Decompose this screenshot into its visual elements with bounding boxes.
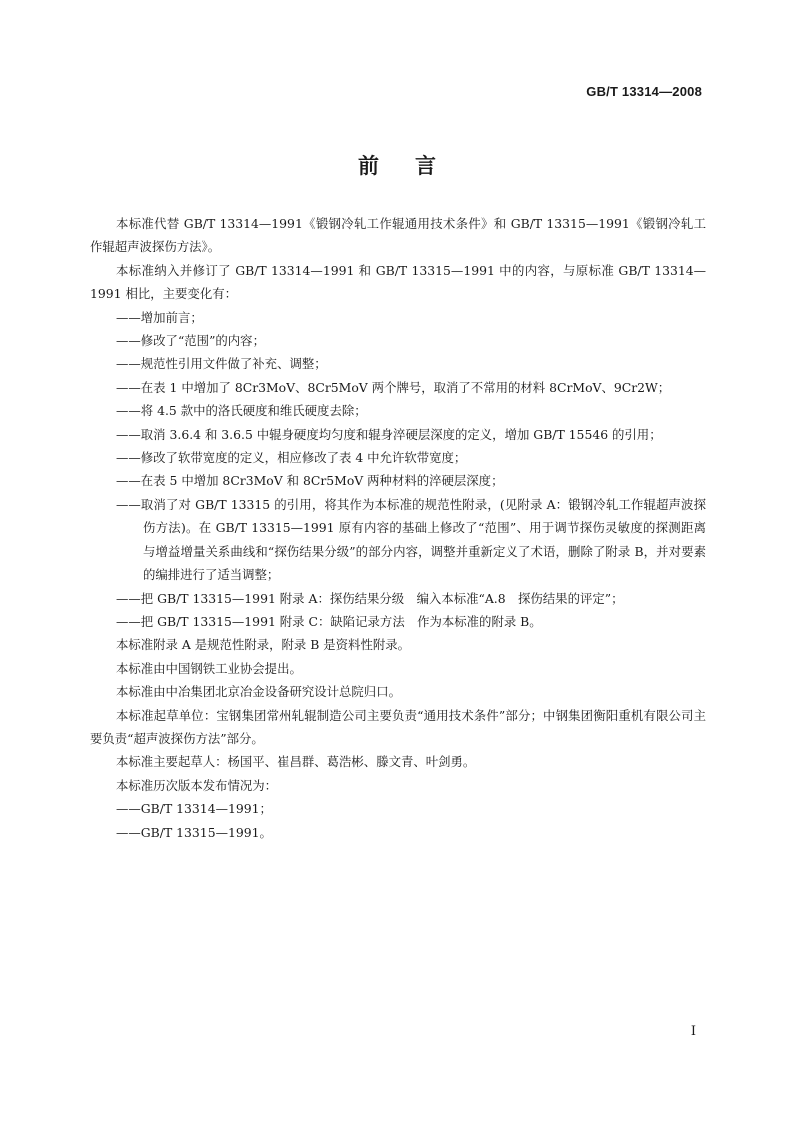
body-paragraph: 本标准起草单位：宝钢集团常州轧辊制造公司主要负责“通用技术条件”部分；中钢集团衡阳重机有限公司主要负责“超声波探伤方法”部分。 [90, 707, 706, 746]
change-list-item: ——在表 1 中增加了 8Cr3MoV、8Cr5MoV 两个牌号，取消了不常用的材料 8CrMoV、9Cr2W； [116, 379, 671, 395]
body-paragraph: 本标准主要起草人：杨国平、崔昌群、葛浩彬、滕文青、叶剑勇。 [116, 754, 476, 770]
standard-number: GB/T 13314—2008 [586, 84, 702, 99]
body-paragraph: 本标准由中冶集团北京冶金设备研究设计总院归口。 [116, 684, 401, 700]
change-list-item: ——取消 3.6.4 和 3.6.5 中辊身硬度均匀度和辊身淬硬层深度的定义，增加 GB/T 15546 的引用； [116, 426, 662, 442]
change-list-item: ——取消了对 GB/T 13315 的引用，将其作为本标准的规范性附录，(见附录 A：锻钢冷轧工作辊超声波探伤方法)。在 GB/T 13315—1991 原有内容的基础上修改了“范围”、用于调节探伤灵敏度的探测距离与增益增量关系曲线和“探伤结果分级”的部分内容，调整并重新定义了术语，删除了附录 B，并对要素的编排进行了适当调整； [116, 496, 706, 583]
change-list-item: ——修改了软带宽度的定义，相应修改了表 4 中允许软带宽度； [116, 450, 467, 466]
change-list-item: ——在表 5 中增加 8Cr3MoV 和 8Cr5MoV 两种材料的淬硬层深度； [116, 473, 504, 489]
page-title: 前言 [358, 154, 472, 178]
change-list-item: ——规范性引用文件做了补充、调整； [116, 356, 327, 372]
foreword-body [90, 212, 706, 844]
body-paragraph: 本标准附录 A 是规范性附录，附录 B 是资料性附录。 [116, 637, 411, 653]
body-paragraph: 本标准由中国钢铁工业协会提出。 [116, 660, 302, 676]
page-number: I [690, 1024, 696, 1039]
body-paragraph: ——GB/T 13314—1991； [116, 801, 272, 817]
body-paragraph: 本标准历次版本发布情况为： [116, 777, 278, 793]
change-list-item: ——修改了“范围”的内容； [116, 333, 265, 349]
change-list-item: ——把 GB/T 13315—1991 附录 A：探伤结果分级 编入本标准“A.8 探伤结果的评定”； [116, 590, 624, 606]
change-list-item: ——将 4.5 款中的洛氏硬度和维氏硬度去除； [116, 403, 367, 419]
body-paragraph: ——GB/T 13315—1991。 [116, 824, 272, 840]
body-paragraph: 本标准代替 GB/T 13314—1991《锻钢冷轧工作辊通用技术条件》和 GB/T 13315—1991《锻钢冷轧工作辊超声波探伤方法》。 [90, 216, 706, 255]
body-paragraph: 本标准纳入并修订了 GB/T 13314—1991 和 GB/T 13315—1991 中的内容，与原标准 GB/T 13314—1991 相比，主要变化有： [90, 262, 706, 302]
change-list-item: ——把 GB/T 13315—1991 附录 C：缺陷记录方法 作为本标准的附录 B。 [116, 613, 542, 629]
change-list-item: ——增加前言； [116, 309, 203, 325]
